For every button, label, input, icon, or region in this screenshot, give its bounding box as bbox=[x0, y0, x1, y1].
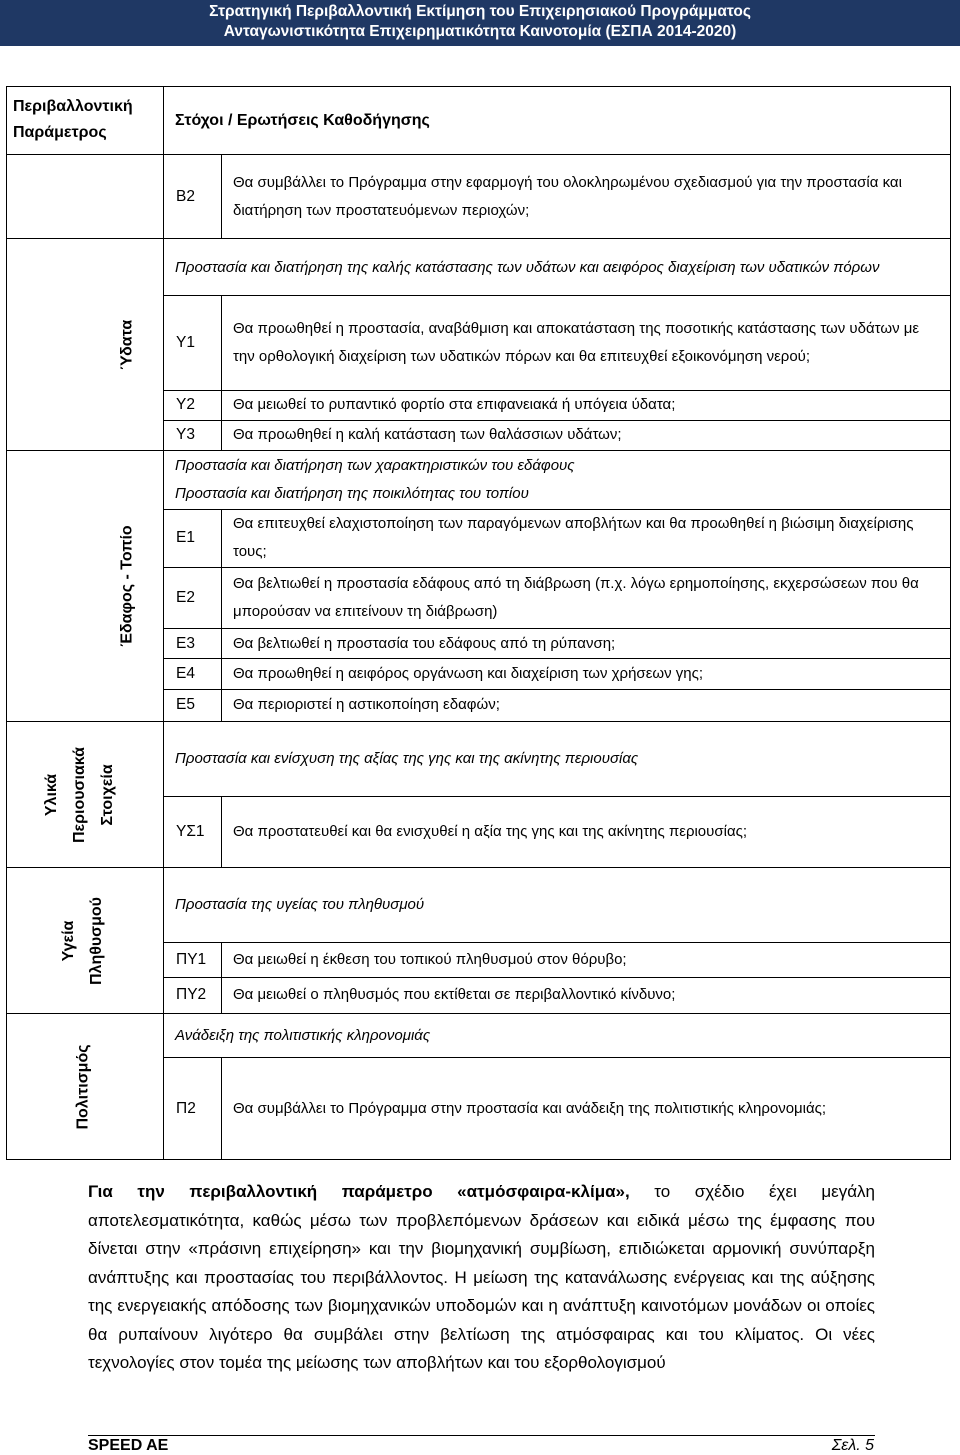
param-cell-health bbox=[7, 868, 164, 1014]
goal-text: Θα προστατευθεί και θα ενισχυθεί η αξία της γης και της ακίνητης περιουσίας; bbox=[222, 796, 951, 868]
param-label-assets-line3: Στοιχεία bbox=[99, 763, 117, 826]
header-line-2: Ανταγωνιστικότητα Επιχειρηματικότητα Καινοτομία (ΕΣΠΑ 2014-2020) bbox=[223, 23, 737, 40]
param-label-health-line2: Πληθυσμού bbox=[88, 896, 106, 985]
goal-code: Ε2 bbox=[164, 568, 222, 629]
goal-text: Θα προωθηθεί η αειφόρος οργάνωση και διαχείριση των χρήσεων γης; bbox=[222, 659, 951, 689]
param-label-culture: Πολιτισμός bbox=[74, 1043, 92, 1130]
param-label-assets-line2: Περιουσιακά bbox=[71, 746, 89, 843]
goal-code: ΥΣ1 bbox=[164, 796, 222, 868]
goal-text: Θα μειωθεί το ρυπαντικό φορτίο στα επιφανειακά ή υπόγεια ύδατα; bbox=[222, 390, 951, 420]
col-header-goals: Στόχοι / Ερωτήσεις Καθοδήγησης bbox=[164, 87, 951, 155]
guidance-table bbox=[6, 86, 951, 1160]
paragraph-lead: Για την περιβαλλοντική παράμετρο «ατμόσφαιρα-κλίμα», bbox=[88, 1182, 630, 1201]
param-label-soil: Έδαφος - Τοπίο bbox=[118, 525, 136, 647]
body-paragraph bbox=[88, 1178, 875, 1378]
param-label-health bbox=[55, 896, 111, 984]
section-heading: Προστασία της υγείας του πληθυσμού bbox=[164, 868, 951, 943]
param-cell-soil bbox=[7, 451, 164, 722]
param-label-assets bbox=[38, 746, 122, 842]
goal-code: Β2 bbox=[164, 155, 222, 239]
goal-text: Θα συμβάλλει το Πρόγραμμα στην προστασία και ανάδειξη της πολιτιστικής κληρονομιάς; bbox=[222, 1058, 951, 1160]
section-heading-row bbox=[7, 451, 951, 510]
section-heading bbox=[164, 451, 951, 510]
goal-text: Θα συμβάλλει το Πρόγραμμα στην εφαρμογή του ολοκληρωμένου σχεδιασμού για την προστασία και διατήρηση των προστατευόμενων περιοχών; bbox=[222, 155, 951, 239]
goal-text: Θα προωθηθεί η καλή κατάσταση των θαλάσσιων υδάτων; bbox=[222, 420, 951, 450]
goal-code: Π2 bbox=[164, 1058, 222, 1160]
param-cell-empty bbox=[7, 155, 164, 239]
goal-text: Θα περιοριστεί η αστικοποίηση εδαφών; bbox=[222, 689, 951, 721]
header-line-1: Στρατηγική Περιβαλλοντική Εκτίμηση του Επιχειρησιακού Προγράμματος bbox=[209, 3, 751, 20]
footer-page-number: Σελ. 5 bbox=[831, 1437, 874, 1454]
table-row bbox=[7, 155, 951, 239]
param-label-assets-line1: Υλικά bbox=[43, 773, 61, 816]
goal-code: Ε4 bbox=[164, 659, 222, 689]
goal-code: Ε1 bbox=[164, 509, 222, 568]
param-label-water: Ύδατα bbox=[118, 319, 136, 370]
goal-text: Θα μειωθεί ο πληθυσμός που εκτίθεται σε περιβαλλοντικό κίνδυνο; bbox=[222, 977, 951, 1013]
col-header-param-line1: Περιβαλλοντική bbox=[13, 97, 133, 115]
section-heading: Προστασία και διατήρηση της καλής κατάστασης των υδάτων και αειφόρος διαχείριση των υδατικών πόρων bbox=[164, 239, 951, 296]
goal-text: Θα μειωθεί η έκθεση του τοπικού πληθυσμού στον θόρυβο; bbox=[222, 942, 951, 977]
goal-code: Υ3 bbox=[164, 420, 222, 450]
goal-text: Θα βελτιωθεί η προστασία εδάφους από τη διάβρωση (π.χ. λόγω ερημοποίησης, εκχερσώσεων που θα μπορούσαν να επιτείνουν τη διάβρωση) bbox=[222, 568, 951, 629]
goal-code: ΠΥ2 bbox=[164, 977, 222, 1013]
goal-code: Ε5 bbox=[164, 689, 222, 721]
goal-code: Υ1 bbox=[164, 296, 222, 390]
param-cell-culture bbox=[7, 1014, 164, 1160]
section-heading-row bbox=[7, 239, 951, 296]
paragraph-text: το σχέδιο έχει μεγάλη αποτελεσματικότητα, καθώς μέσω των προβλεπόμενων δράσεων και ειδικά μέσω της έμφασης που δίνεται στην «πράσινη επιχείρηση» και την βιομηχανική συμβίωση, επιδιώκεται αρμονική συνύπαρξη ανάπτυξης και προστασίας του περιβάλλοντος. Η μείωση της κατανάλωσης ενέργειας και της αύξησης της ενεργειακής απόδοσης των βιομηχανικών υποδομών και η ανάπτυξη καινοτόμων μονάδων οι οποίες θα ρυπαίνουν λιγότερο θα συμβάλει στην βελτίωση της ατμόσφαιρας και του κλίματος. Οι νέες τεχνολογίες στον τομέα της μείωσης των αποβλήτων και του εξορθολογισμού bbox=[88, 1182, 875, 1372]
section-heading-row bbox=[7, 868, 951, 943]
goal-code: Ε3 bbox=[164, 628, 222, 658]
goal-text: Θα βελτιωθεί η προστασία του εδάφους από τη ρύπανση; bbox=[222, 628, 951, 658]
section-heading: Ανάδειξη της πολιτιστικής κληρονομιάς bbox=[164, 1014, 951, 1058]
goal-text: Θα προωθηθεί η προστασία, αναβάθμιση και αποκατάσταση της ποσοτικής κατάστασης των υδάτων με την ορθολογική διαχείριση των υδατικών πόρων και θα επιτευχθεί εξοικονόμηση νερού; bbox=[222, 296, 951, 390]
col-header-param-line2: Παράμετρος bbox=[13, 123, 107, 141]
col-header-param bbox=[7, 87, 164, 155]
goal-code: ΠΥ1 bbox=[164, 942, 222, 977]
param-label-health-line1: Υγεία bbox=[60, 920, 78, 961]
goal-code: Υ2 bbox=[164, 390, 222, 420]
table-header-row bbox=[7, 87, 951, 155]
section-heading: Προστασία και ενίσχυση της αξίας της γης και της ακίνητης περιουσίας bbox=[164, 722, 951, 797]
param-cell-water bbox=[7, 239, 164, 451]
section-heading-line1: Προστασία και διατήρηση των χαρακτηριστικών του εδάφους bbox=[175, 456, 575, 474]
param-cell-assets bbox=[7, 722, 164, 868]
footer-company: SPEED AE bbox=[88, 1437, 169, 1454]
footer-divider bbox=[88, 1435, 875, 1436]
goal-text: Θα επιτευχθεί ελαχιστοποίηση των παραγόμενων αποβλήτων και θα προωθηθεί η βιώσιμη διαχείρισης τους; bbox=[222, 509, 951, 568]
section-heading-line2: Προστασία και διατήρηση της ποικιλότητας του τοπίου bbox=[175, 484, 529, 502]
section-heading-row bbox=[7, 1014, 951, 1058]
page-header bbox=[0, 0, 960, 46]
section-heading-row bbox=[7, 722, 951, 797]
